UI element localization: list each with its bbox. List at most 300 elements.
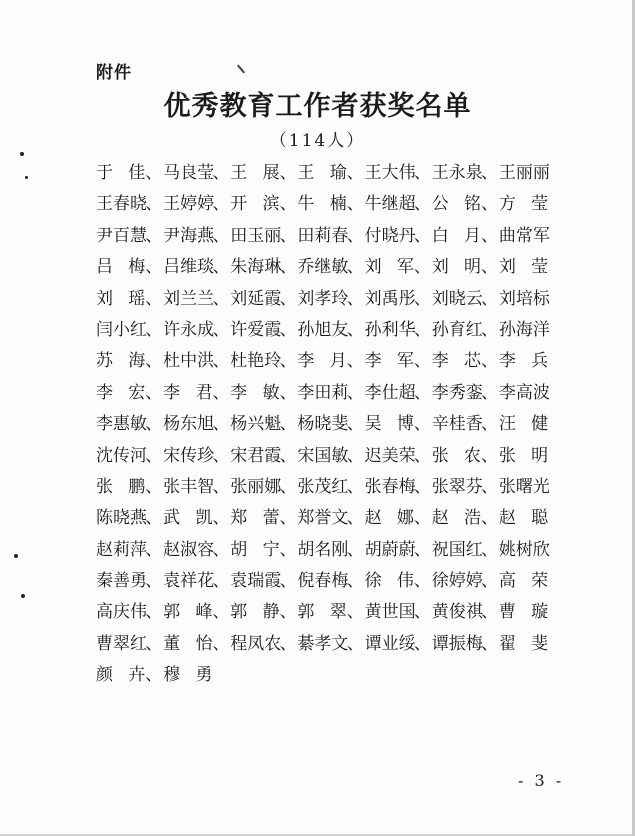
- name-text: 许 爱 霞: [230, 319, 282, 340]
- name-text: 姚 树 欣: [498, 539, 550, 560]
- name-text: 刘 明: [431, 257, 481, 278]
- name-entry: [96, 189, 163, 220]
- name-text: 谭 振 梅: [431, 633, 483, 654]
- name-text: 胡 宁: [230, 539, 280, 560]
- name-text: 李 仕 超: [364, 382, 416, 403]
- name-text: 张 丽 娜: [230, 476, 282, 497]
- name-entry: [230, 284, 297, 315]
- name-text: 杨 晓 斐: [297, 414, 349, 435]
- name-text: 郭 翠: [297, 602, 347, 623]
- name-text: 孙 育 红: [431, 319, 483, 340]
- separator: 、: [346, 539, 364, 560]
- name-entry: [499, 252, 566, 283]
- name-text: 刘 兰 兰: [163, 288, 215, 309]
- name-entry: [365, 284, 432, 315]
- name-text: 开 滨: [230, 194, 280, 215]
- separator: 、: [212, 445, 230, 466]
- separator: 、: [346, 163, 364, 183]
- name-entry: [297, 597, 364, 628]
- name-text: 宋 传 珍: [163, 445, 215, 466]
- name-text: 胡 名 刚: [297, 539, 349, 560]
- name-entry: [163, 346, 230, 377]
- name-text: 颜 卉: [96, 665, 146, 686]
- name-text: 黄 世 国: [364, 602, 416, 623]
- separator: 、: [346, 508, 364, 529]
- name-text: 祝 国 红: [431, 539, 483, 560]
- name-entry: [230, 503, 297, 534]
- name-entry: [96, 284, 163, 315]
- name-entry: [297, 221, 364, 252]
- name-text: 张 翠 芬: [431, 476, 483, 497]
- separator: 、: [413, 225, 431, 246]
- separator: 、: [346, 225, 364, 246]
- name-text: 谭 业 绥: [364, 633, 416, 654]
- name-text: 张 明: [498, 445, 549, 466]
- scan-dot: [25, 176, 28, 179]
- separator: 、: [413, 257, 431, 278]
- name-text: 白 月: [431, 225, 481, 246]
- name-text: 牛 楠: [297, 194, 347, 215]
- name-text: 郑 誉 文: [297, 508, 349, 529]
- separator: 、: [145, 414, 163, 435]
- name-entry: [365, 472, 432, 503]
- name-text: 袁 祥 花: [163, 571, 215, 592]
- page-title: 优秀教育工作者获奖名单: [163, 91, 472, 122]
- recipient-count: （114人）: [269, 131, 366, 151]
- name-text: 翟 斐: [498, 633, 549, 654]
- name-text: 苏 海: [96, 351, 146, 372]
- name-text: 朱 海 琳: [230, 257, 282, 278]
- name-list: [96, 158, 566, 692]
- name-text: 武 凯: [163, 508, 213, 529]
- name-entry: [163, 252, 230, 283]
- name-entry: [432, 409, 499, 440]
- name-text: 孙 海 洋: [498, 319, 550, 340]
- name-text: 张 鹏: [96, 476, 146, 497]
- separator: 、: [279, 414, 297, 435]
- separator: 、: [346, 571, 364, 592]
- name-text: 迟 美 荣: [364, 445, 416, 466]
- name-entry: [365, 597, 432, 628]
- name-entry: [297, 535, 364, 566]
- separator: 、: [413, 539, 431, 560]
- name-entry: [163, 315, 230, 346]
- name-text: 汪 健: [498, 414, 549, 435]
- name-text: 李 军: [364, 351, 414, 372]
- separator: 、: [413, 288, 431, 309]
- separator: 、: [481, 382, 498, 403]
- name-entry: [297, 158, 364, 189]
- separator: 、: [212, 571, 230, 592]
- separator: 、: [279, 257, 297, 278]
- separator: 、: [481, 633, 498, 654]
- name-text: 郭 峰: [163, 602, 213, 623]
- name-text: 张 茂 红: [297, 476, 349, 497]
- separator: 、: [413, 194, 431, 215]
- name-text: 赵 娜: [364, 508, 414, 529]
- separator: 、: [413, 445, 431, 466]
- name-entry: [230, 566, 297, 597]
- separator: 、: [346, 602, 364, 623]
- separator: 、: [145, 476, 163, 497]
- scan-dot: [14, 554, 18, 558]
- name-text: 徐 伟: [364, 571, 414, 592]
- name-entry: [230, 378, 297, 409]
- separator: 、: [346, 319, 364, 340]
- separator: 、: [212, 414, 230, 435]
- name-entry: [499, 597, 566, 628]
- page-number: - 3 -: [518, 771, 565, 790]
- separator: 、: [145, 665, 163, 686]
- name-entry: [96, 158, 163, 189]
- name-entry: [230, 441, 297, 472]
- name-text: 穆 勇: [163, 665, 213, 686]
- name-entry: [163, 158, 230, 189]
- name-text: 刘 禹 彤: [364, 288, 416, 309]
- name-entry: [230, 346, 297, 377]
- name-entry: [230, 629, 297, 660]
- name-text: 王 婷 婷: [163, 194, 215, 215]
- separator: 、: [481, 319, 498, 340]
- name-entry: [230, 252, 297, 283]
- name-text: 沈 传 河: [96, 445, 147, 466]
- name-text: 袁 瑞 霞: [230, 571, 282, 592]
- separator: 、: [212, 194, 230, 215]
- name-text: 马 良 莹: [163, 163, 215, 183]
- name-entry: [96, 409, 163, 440]
- name-text: 辛 桂 香: [431, 414, 483, 435]
- separator: 、: [481, 351, 498, 372]
- name-entry: [499, 535, 566, 566]
- name-text: 程 凤 农: [230, 633, 282, 654]
- separator: 、: [413, 319, 431, 340]
- separator: 、: [145, 571, 163, 592]
- name-text: 宋 国 敏: [297, 445, 349, 466]
- name-text: 刘 莹: [498, 257, 549, 278]
- name-text: 王 春 晓: [96, 194, 147, 215]
- separator: 、: [481, 445, 498, 466]
- name-text: 于 佳: [96, 163, 146, 183]
- name-text: 王 丽 丽: [498, 163, 550, 183]
- separator: 、: [279, 539, 297, 560]
- name-entry: [499, 378, 566, 409]
- name-text: 李 月: [297, 351, 347, 372]
- name-text: 田 玉 丽: [230, 225, 282, 246]
- name-text: 李 君: [163, 382, 213, 403]
- name-entry: [365, 346, 432, 377]
- name-entry: [230, 221, 297, 252]
- name-text: 董 怡: [163, 633, 213, 654]
- name-text: 刘 培 标: [498, 288, 550, 309]
- name-text: 赵 淑 容: [163, 539, 215, 560]
- separator: 、: [346, 633, 364, 654]
- name-text: 李 秀 銮: [431, 382, 483, 403]
- name-entry: [365, 566, 432, 597]
- name-entry: [365, 252, 432, 283]
- separator: 、: [481, 602, 498, 623]
- name-entry: [163, 472, 230, 503]
- separator: 、: [145, 319, 163, 340]
- name-entry: [297, 252, 364, 283]
- name-entry: [96, 566, 163, 597]
- name-text: 宋 君 霞: [230, 445, 282, 466]
- name-text: 牛 继 超: [364, 194, 416, 215]
- name-text: 郑 蕾: [230, 508, 280, 529]
- name-entry: [432, 441, 499, 472]
- separator: 、: [145, 382, 163, 403]
- name-text: 杜 艳 玲: [230, 351, 282, 372]
- name-text: 杨 兴 魁: [230, 414, 282, 435]
- name-text: 王 展: [230, 163, 280, 183]
- name-entry: [365, 378, 432, 409]
- separator: 、: [212, 602, 230, 623]
- separator: 、: [212, 382, 230, 403]
- separator: 、: [279, 319, 297, 340]
- separator: 、: [279, 602, 297, 623]
- name-entry: [499, 315, 566, 346]
- name-text: 高 庆 伟: [96, 602, 147, 623]
- name-text: 李 惠 敏: [96, 414, 147, 435]
- name-entry: [230, 535, 297, 566]
- separator: 、: [279, 445, 297, 466]
- separator: 、: [279, 571, 297, 592]
- name-entry: [96, 441, 163, 472]
- separator: 、: [481, 225, 498, 246]
- name-entry: [96, 221, 163, 252]
- separator: 、: [145, 508, 163, 529]
- separator: 、: [346, 445, 364, 466]
- separator: 、: [279, 288, 297, 309]
- separator: 、: [481, 163, 498, 183]
- name-text: 秦 善 勇: [96, 571, 147, 592]
- name-entry: [163, 378, 230, 409]
- name-text: 付 晓 丹: [364, 225, 416, 246]
- name-entry: [365, 189, 432, 220]
- name-entry: [163, 284, 230, 315]
- name-text: 闫 小 红: [96, 319, 147, 340]
- name-text: 倪 春 梅: [297, 571, 349, 592]
- separator: 、: [279, 382, 297, 403]
- name-text: 田 莉 春: [297, 225, 349, 246]
- name-text: 李 芯: [431, 351, 481, 372]
- name-entry: [163, 629, 230, 660]
- name-entry: [499, 503, 566, 534]
- name-text: 吕 维 琰: [163, 257, 215, 278]
- name-text: 李 宏: [96, 382, 146, 403]
- separator: 、: [413, 351, 431, 372]
- name-text: 高 荣: [498, 571, 549, 592]
- name-text: 李 高 波: [498, 382, 550, 403]
- name-text: 刘 延 霞: [230, 288, 282, 309]
- name-text: 孙 利 华: [364, 319, 416, 340]
- name-entry: [163, 503, 230, 534]
- name-entry: [297, 346, 364, 377]
- separator: 、: [413, 508, 431, 529]
- name-text: 张 农: [431, 445, 481, 466]
- name-entry: [499, 409, 566, 440]
- name-text: 赵 浩: [431, 508, 481, 529]
- name-entry: [96, 660, 163, 691]
- separator: 、: [145, 257, 163, 278]
- separator: 、: [346, 194, 364, 215]
- separator: 、: [413, 414, 431, 435]
- name-text: 陈 晓 燕: [96, 508, 147, 529]
- name-entry: [297, 409, 364, 440]
- separator: 、: [145, 288, 163, 309]
- name-text: 王 永 泉: [431, 163, 483, 183]
- name-text: 李 兵: [498, 351, 549, 372]
- separator: 、: [481, 288, 498, 309]
- name-entry: [230, 158, 297, 189]
- name-text: 郭 静: [230, 602, 280, 623]
- separator: 、: [413, 476, 431, 497]
- name-entry: [432, 597, 499, 628]
- separator: 、: [481, 257, 498, 278]
- name-text: 张 春 梅: [364, 476, 416, 497]
- separator: 、: [145, 445, 163, 466]
- name-entry: [365, 158, 432, 189]
- separator: 、: [212, 225, 230, 246]
- name-entry: [432, 189, 499, 220]
- name-entry: [432, 503, 499, 534]
- name-entry: [297, 441, 364, 472]
- name-entry: [499, 472, 566, 503]
- name-entry: [163, 441, 230, 472]
- name-text: 杨 东 旭: [163, 414, 215, 435]
- name-entry: [499, 629, 566, 660]
- name-text: 刘 瑶: [96, 288, 146, 309]
- scan-mark: [237, 65, 245, 74]
- separator: 、: [279, 351, 297, 372]
- name-entry: [432, 284, 499, 315]
- separator: 、: [346, 476, 364, 497]
- separator: 、: [413, 633, 431, 654]
- name-entry: [432, 472, 499, 503]
- name-entry: [163, 597, 230, 628]
- name-entry: [432, 629, 499, 660]
- separator: 、: [279, 163, 297, 183]
- separator: 、: [279, 476, 297, 497]
- separator: 、: [346, 257, 364, 278]
- name-text: 尹 海 燕: [163, 225, 215, 246]
- name-entry: [432, 566, 499, 597]
- name-entry: [499, 566, 566, 597]
- attachment-label: 附件: [96, 63, 132, 83]
- name-text: 徐 婷 婷: [431, 571, 483, 592]
- name-text: 吕 梅: [96, 257, 146, 278]
- name-text: 吴 博: [364, 414, 414, 435]
- separator: 、: [346, 414, 364, 435]
- name-entry: [230, 409, 297, 440]
- name-entry: [297, 284, 364, 315]
- separator: 、: [212, 163, 230, 183]
- name-entry: [297, 189, 364, 220]
- name-entry: [230, 472, 297, 503]
- separator: 、: [413, 382, 431, 403]
- name-entry: [365, 315, 432, 346]
- name-entry: [365, 409, 432, 440]
- name-entry: [365, 221, 432, 252]
- name-text: 王 瑜: [297, 163, 347, 183]
- name-entry: [163, 409, 230, 440]
- separator: 、: [145, 539, 163, 560]
- name-entry: [499, 346, 566, 377]
- separator: 、: [212, 288, 230, 309]
- name-entry: [96, 252, 163, 283]
- name-entry: [499, 189, 566, 220]
- separator: 、: [346, 288, 364, 309]
- name-entry: [432, 221, 499, 252]
- name-entry: [365, 503, 432, 534]
- separator: 、: [145, 602, 163, 623]
- scan-dot: [20, 152, 24, 156]
- separator: 、: [413, 602, 431, 623]
- separator: 、: [279, 225, 297, 246]
- separator: 、: [481, 539, 498, 560]
- separator: 、: [145, 163, 163, 183]
- name-text: 胡 蔚 蔚: [364, 539, 416, 560]
- separator: 、: [212, 319, 230, 340]
- name-entry: [297, 503, 364, 534]
- separator: 、: [346, 382, 364, 403]
- name-entry: [297, 629, 364, 660]
- name-entry: [230, 189, 297, 220]
- separator: 、: [279, 633, 297, 654]
- name-entry: [163, 535, 230, 566]
- separator: 、: [145, 225, 163, 246]
- name-text: 乔 继 敏: [297, 257, 349, 278]
- separator: 、: [481, 571, 498, 592]
- separator: 、: [413, 163, 431, 183]
- name-entry: [432, 346, 499, 377]
- name-entry: [499, 284, 566, 315]
- separator: 、: [145, 194, 163, 215]
- name-entry: [432, 315, 499, 346]
- name-text: 刘 军: [364, 257, 414, 278]
- name-entry: [499, 158, 566, 189]
- separator: 、: [145, 633, 163, 654]
- separator: 、: [481, 194, 498, 215]
- name-entry: [365, 629, 432, 660]
- separator: 、: [481, 414, 498, 435]
- name-entry: [365, 441, 432, 472]
- name-text: 张 丰 智: [163, 476, 215, 497]
- name-entry: [297, 315, 364, 346]
- name-text: 方 莹: [498, 194, 549, 215]
- name-entry: [163, 566, 230, 597]
- separator: 、: [212, 257, 230, 278]
- name-entry: [297, 378, 364, 409]
- name-text: 曹 璇: [498, 602, 549, 623]
- name-entry: [163, 189, 230, 220]
- separator: 、: [145, 351, 163, 372]
- name-text: 曹 翠 红: [96, 633, 147, 654]
- separator: 、: [212, 633, 230, 654]
- name-entry: [230, 315, 297, 346]
- name-entry: [432, 252, 499, 283]
- name-entry: [499, 221, 566, 252]
- separator: 、: [413, 571, 431, 592]
- name-entry: [163, 660, 230, 691]
- name-entry: [96, 629, 163, 660]
- name-entry: [297, 566, 364, 597]
- name-entry: [432, 158, 499, 189]
- name-text: 王 大 伟: [364, 163, 416, 183]
- name-entry: [96, 315, 163, 346]
- name-text: 李 敏: [230, 382, 280, 403]
- name-entry: [163, 221, 230, 252]
- separator: 、: [346, 351, 364, 372]
